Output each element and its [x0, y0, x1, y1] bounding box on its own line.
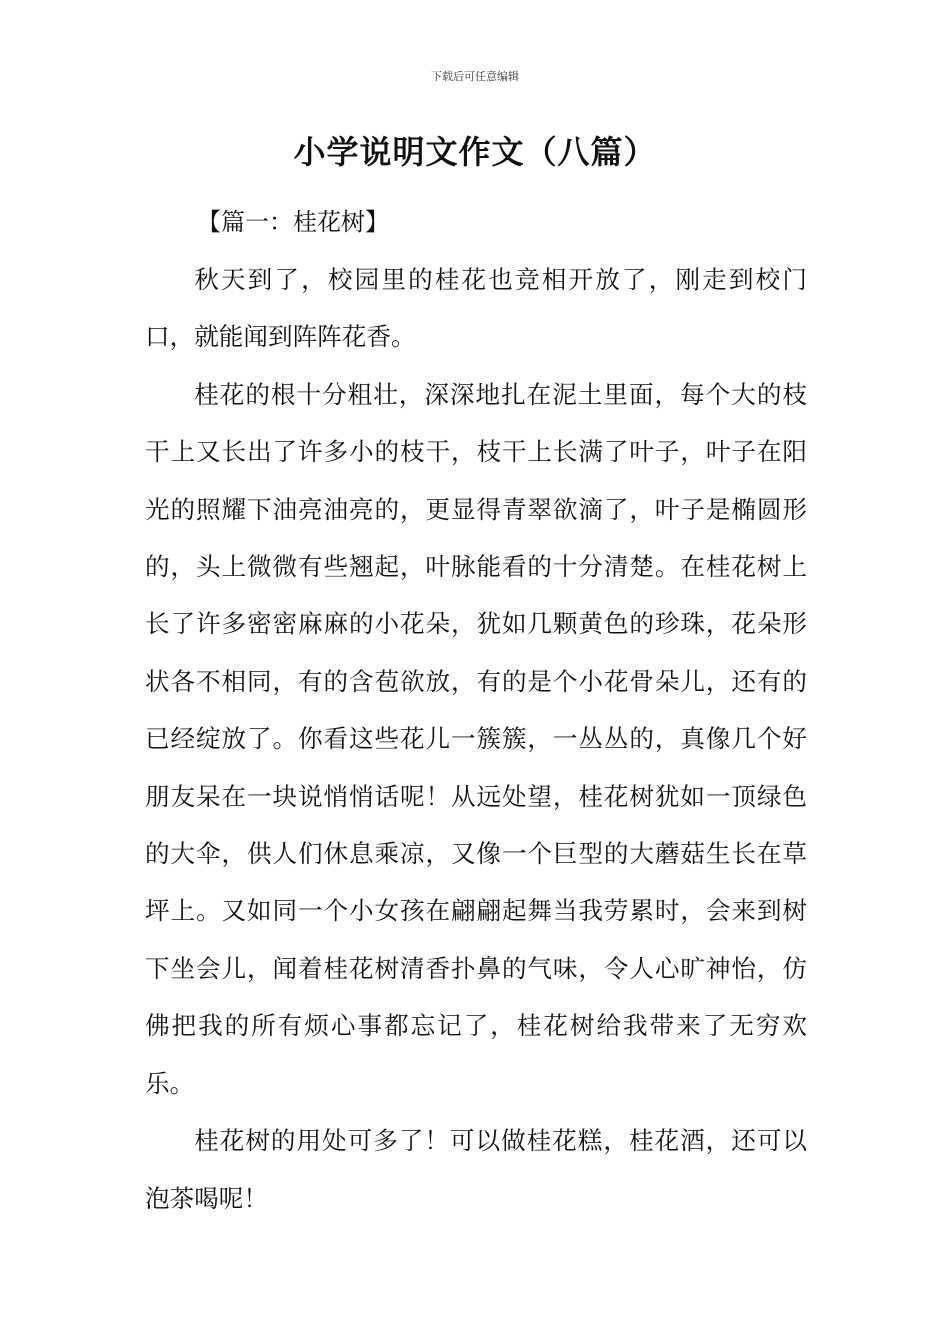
paragraph-3: 桂花树的用处可多了！可以做桂花糕，桂花酒，还可以泡茶喝呢！	[145, 1126, 807, 1213]
article-body	[145, 251, 807, 1227]
section-heading: 【篇一：桂花树】	[197, 208, 389, 236]
paragraph-2: 桂花的根十分粗壮，深深地扎在泥土里面，每个大的枝干上又长出了许多小的枝干，枝干上长满了叶子，叶子在阳光的照耀下油亮油亮的，更显得青翠欲滴了，叶子是椭圆形的，头上微微有些翘起，叶脉能看的十分清楚。在桂花树上长了许多密密麻麻的小花朵，犹如几颗黄色的珍珠，花朵形状各不相同，有的含苞欲放，有的是个小花骨朵儿，还有的已经绽放了。你看这些花儿一簇簇，一丛丛的，真像几个好朋友呆在一块说悄悄话呢！从远处望，桂花树犹如一顶绿色的大伞，供人们休息乘凉，又像一个巨型的大蘑菇生长在草坪上。又如同一个小女孩在翩翩起舞当我劳累时，会来到树下坐会儿，闻着桂花树清香扑鼻的气味，令人心旷神怡，仿佛把我的所有烦心事都忘记了，桂花树给我带来了无穷欢乐。	[145, 379, 807, 1098]
paragraph-1: 秋天到了，校园里的桂花也竞相开放了，刚走到校门口，就能闻到阵阵花香。	[145, 265, 807, 352]
document-title: 小学说明文作文（八篇）	[293, 133, 657, 171]
header-note: 下载后可任意编辑	[431, 70, 519, 83]
